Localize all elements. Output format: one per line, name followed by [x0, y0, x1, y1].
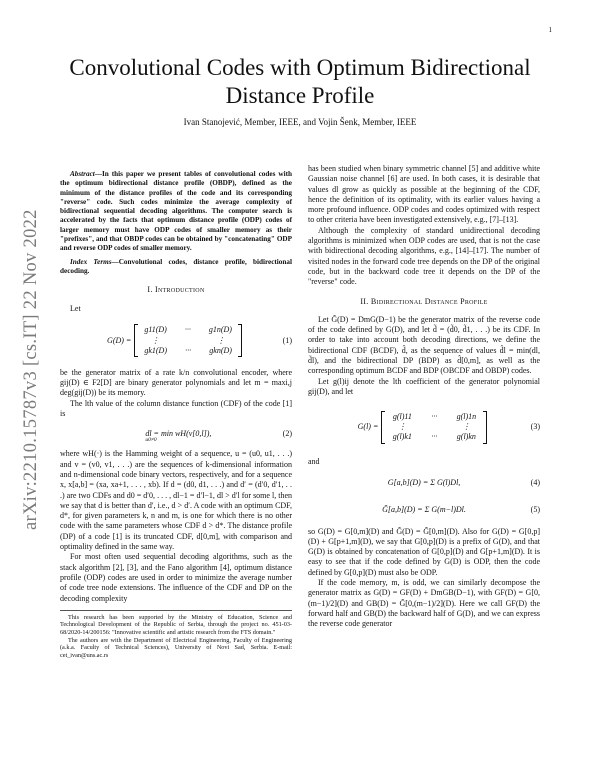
footnote-funding: This research has been supported by the Ministry of Education, Science and Technological Development of the Republic of Serbia, through the project no. 451-03-68/2020-14/200156: "Innovative scientific and artistic research from the FTS domain." — [60, 613, 292, 636]
paper-title: Convolutional Codes with Optimum Bidirectional Distance Profile — [69, 55, 531, 108]
paragraph-sequential: For most often used sequential decoding algorithms, such as the stack algorithm [2], [3], and the Fano algorithm [4], optimum distance profile (ODP) codes are used in order to minimize the average number of code tree node extensions. The influence of the CDF and DP on the decoding complexity — [60, 552, 292, 603]
arxiv-stamp: arXiv:2210.15787v3 [cs.IT] 22 Nov 2022 — [21, 209, 41, 530]
paragraph-bidirectional: Although the complexity of standard unidirectional decoding algorithms is minimized when ODP codes are used, that is not the case with bidirectional decoding algorithms, e.g., [14]–[17]. The number of visited nodes in the forward code tree depends on the DP of the original code, but in the backward code tree it depends on the DP of the "reverse" code. — [308, 225, 540, 287]
eq3-lhs: G(l) = — [357, 422, 379, 432]
paragraph-prefix: so G(D) = G[0,m](D) and G̃(D) = G̃[0,m](D). Also for G(D) = G[0,p](D) + G[p+1,m](D), we say that G[0,p](D) is a prefix of G(D), and that G(D) is obtained by concatenation of G[0,p](D) and G[p+1,m](D). It is easy to see that if the code defined by G(D) is ODP, then the code defined by G[0,p](D) must also be ODP. — [308, 526, 540, 577]
paragraph-reverse-code: Let G̃(D) = DmG(D−1) be the generator matrix of the reverse code of the code defined by G(D), and let d̃ = (d̃0, d̃1, . . .) be its CDF. In order to take into account both decoding directions, we define the bidirectional CDF (BCDF), d̂, as the sequence of values d̂l = min(dl, d̃l), and the bidirectional DP (BDP) as d̂[0,m], as well as the corresponding optimum BCDF and BDP (OBCDF and OBDP) codes. — [308, 314, 540, 376]
footnotes — [60, 610, 292, 660]
paragraph-channels: has been studied when binary symmetric channel [5] and additive white Gaussian noise channel [6] are used. In both cases, it is desirable that values dl grow as quickly as possible at the beginning of the CDF, hence the definition of its optimality, with its earlier values having a more profound influence. ODP codes and codes optimized with respect to other criteria have been investigated extensively, e.g., [7]–[13]. — [308, 164, 540, 225]
eq4-number: (4) — [530, 478, 540, 488]
section-title: Bidirectional Distance Profile — [370, 296, 488, 306]
section-numeral: I. — [147, 285, 153, 295]
eq1-lhs: G(D) = — [107, 335, 132, 345]
section-title: Introduction — [154, 285, 205, 295]
eq2-body: dl = min wH(v[0,l]), — [145, 429, 212, 439]
footnote-affiliation: The authors are with the Department of Electrical Engineering, Faculty of Engineering (a.k.a. Faculty of Technical Sciences), University of Novi Sad, Serbia. E-mail: cet_ivan@uns.ac.rs — [60, 636, 292, 659]
page-number: 1 — [548, 26, 552, 34]
eq2-subscript: u0≠0 — [145, 437, 157, 444]
paragraph-cdf: The lth value of the column distance function (CDF) of the code [1] is — [60, 398, 292, 419]
equation-5 — [308, 500, 540, 522]
eq4-body: G[a,b](D) = Σ G(l)Dl, — [387, 478, 461, 488]
equation-4 — [308, 473, 540, 495]
paragraph-generator: be the generator matrix of a rate k/n convolutional encoder, where gij(D) ∈ F2[D] are binary generator polynomials and let m = maxi,j deg(gij(D)) be its memory. — [60, 367, 292, 398]
section-numeral: II. — [360, 296, 369, 306]
left-column — [60, 170, 292, 659]
section-heading-intro — [60, 285, 292, 295]
eq3-number: (3) — [530, 422, 540, 432]
equation-1 — [60, 319, 292, 363]
eq3-matrix: g(l)11 ··· g(l)1n ⋮ ⋮ g(l)k1 ··· g(l)kn — [381, 411, 487, 444]
index-terms-lead: Index Terms — [70, 257, 112, 266]
eq2-number: (2) — [282, 429, 292, 439]
paragraph-coefficient: Let g(l)ij denote the lth coefficient of the generator polynomial gij(D), and let — [308, 376, 540, 396]
equation-2 — [60, 424, 292, 444]
section-heading-bdp — [308, 297, 540, 307]
eq1-number: (1) — [282, 335, 292, 345]
eq1-matrix: g11(D) ··· g1n(D) ⋮ ⋮ gk1(D) ··· gkn(D) — [134, 324, 242, 357]
right-column — [308, 164, 540, 630]
paragraph-hamming: where wH(·) is the Hamming weight of a sequence, u = (u0, u1, . . .) and v = (v0, v1, . . .) are the sequences of k-dimensional information and n-dimensional code binary vectors, respectively, and for a sequence x, x[a,b] = (xa, xa+1, . . . , xb). If d = (d0, d1, . . .) and d′ = (d′0, d′1, . . .) are two CDFs and d0 = d′0, . . . , dl−1 = d′l−1, dl > d′l for some l, then we say that d is better than d′, i.e., d > d′. A code with an optimum CDF, d*, for given parameters k, n and m, is one for which there is no other code with the same parameters whose CDF d > d*. The distance profile (DP) of a code [1] is its truncated CDF, d[0,m], with comparison and optimality defined in the same way. — [60, 449, 292, 552]
paper-authors: Ivan Stanojević, Member, IEEE, and Vojin Šenk, Member, IEEE — [183, 117, 417, 127]
equation-3 — [308, 402, 540, 452]
eq5-number: (5) — [530, 505, 540, 515]
index-terms-text: —Convolutional codes, distance profile, bidirectional decoding. — [60, 257, 292, 275]
eq5-body: G̃[a,b](D) = Σ G(m−l)Dl. — [382, 505, 466, 515]
abstract-text: —In this paper we present tables of convolutional codes with the optimum bidirectional distance profile (OBDP), defined as the minimum of the distance profiles of the code and its corresponding "reverse" code. Such codes minimize the average complexity of bidirectional sequential decoding algorithms. The computer search is accelerated by the facts that optimum distance profile (ODP) codes of larger memory must have ODP codes of smaller memory as their "prefixes", and that OBDP codes can be obtained by "concatenating" ODP and reverse ODP codes of smaller memory. — [60, 170, 292, 253]
abstract — [60, 170, 292, 276]
paragraph-odd-memory: If the code memory, m, is odd, we can similarly decompose the generator matrix as G(D) = GF(D) + DmGB(D−1), with GF(D) = G[0,(m−1)/2](D) and GB(D) = G̃[0,(m−1)/2](D). Here we call GF(D) the forward half and GB(D) the backward half of G(D), and we can express the reverse code generator — [308, 578, 540, 629]
paragraph-let: Let — [70, 303, 81, 313]
paragraph-and: and — [308, 457, 320, 467]
abstract-lead: Abstract — [70, 170, 95, 178]
